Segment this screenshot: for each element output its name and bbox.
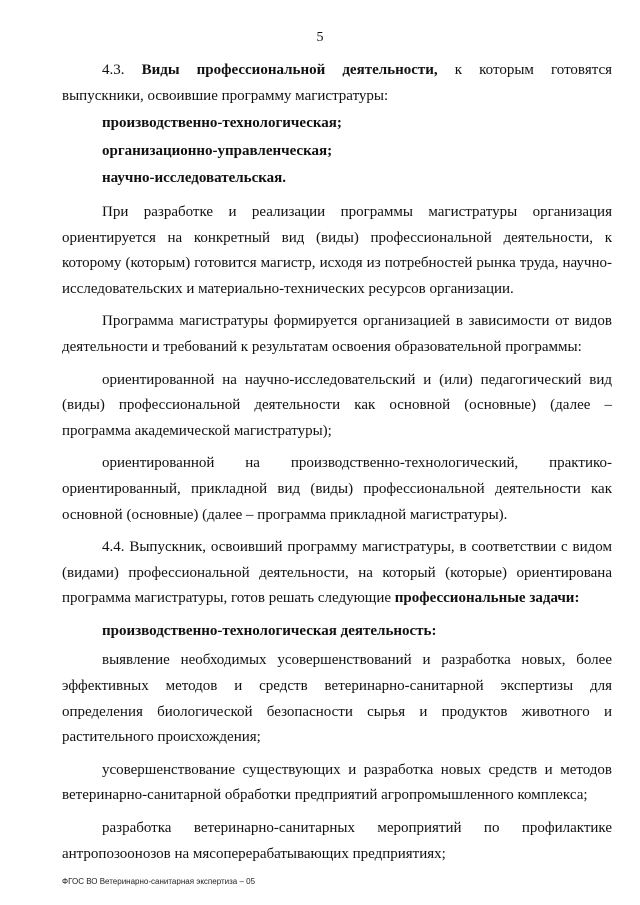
page-content xyxy=(62,58,612,874)
applied-program-paragraph: ориентированной на производственно-технологический, практико-ориентированный, прикладной вид (виды) профессиональной деятельности как основной (основные) (далее – программа прикладной магистратуры). xyxy=(62,455,612,523)
section-4-3-text: к которым готовятся выпускники, освоившие программу магистратуры: xyxy=(62,62,613,104)
task-paragraph: выявление необходимых усовершенствований и разработка новых, более эффективных методов и средств ветеринарно-санитарной экспертизы для определения биологической безопасности сырья и продуктов животного и растительного происхождения; xyxy=(62,652,612,746)
activity-type-item: научно-исследовательская. xyxy=(102,170,287,187)
task-paragraph: усовершенствование существующих и разработка новых средств и методов ветеринарно-санитарной обработки предприятий агропромышленного комплекса; xyxy=(62,761,612,804)
section-4-4-bold-tail: профессиональные задачи: xyxy=(394,590,580,607)
activity-type-item: производственно-технологическая; xyxy=(102,115,342,132)
section-4-4-paragraph xyxy=(62,535,612,612)
subheading-production-technological: производственно-технологическая деятельность: xyxy=(102,622,437,639)
section-4-3-paragraph xyxy=(62,58,612,109)
academic-program-paragraph: ориентированной на научно-исследовательский и (или) педагогический вид (виды) профессиональной деятельности как основной (основные) (далее – программа академической магистратуры); xyxy=(62,371,612,439)
page-number: 5 xyxy=(316,30,324,45)
section-4-3-number: 4.3. xyxy=(102,62,125,78)
page-footer: ФГОС ВО Ветеринарно-санитарная экспертиза – 05 xyxy=(62,877,256,886)
section-4-3-bold-lead: Виды профессиональной деятельности, xyxy=(141,62,438,78)
task-paragraph: разработка ветеринарно-санитарных мероприятий по профилактике антропозоонозов на мясоперерабатывающих предприятиях; xyxy=(62,820,612,862)
section-4-4-text: 4.4. Выпускник, освоивший программу магистратуры, в соответствии с видом (видами) профессиональной деятельности, на который (которые) ориентирована программа магистратуры, готов решать следующие xyxy=(62,539,612,607)
orientation-paragraph: При разработке и реализации программы магистратуры организация ориентируется на конкретный вид (виды) профессиональной деятельности, к которому (которым) готовится магистр, исходя из потребностей рынка труда, научно-исследовательских и материально-технических ресурсов организации. xyxy=(62,203,612,297)
activity-type-item: организационно-управленческая; xyxy=(102,142,333,159)
formation-paragraph: Программа магистратуры формируется организацией в зависимости от видов деятельности и требований к результатам освоения образовательной программы: xyxy=(62,313,612,355)
